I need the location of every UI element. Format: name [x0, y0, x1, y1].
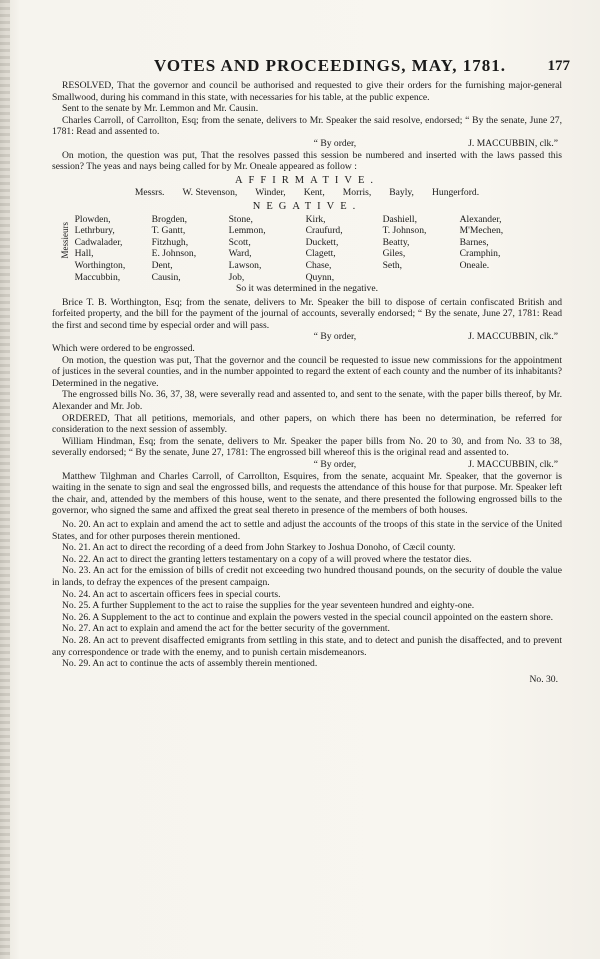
bill-item: No. 27. An act to explain and amend the act for the better security of the government.: [62, 623, 390, 635]
negative-name: Beatty,: [382, 236, 410, 248]
negative-name: Plowden,: [74, 213, 111, 225]
signature-line: [52, 138, 562, 150]
negative-name: Fitzhugh,: [151, 236, 189, 248]
affirmative-names: [52, 187, 562, 199]
negative-name: Cramphin,: [459, 248, 501, 260]
negative-name: Stone,: [228, 213, 253, 225]
negative-name: T. Gantt,: [151, 225, 186, 237]
negative-name: Causin,: [151, 271, 181, 283]
affirmative-name: Morris,: [342, 187, 372, 199]
bill-item: No. 22. An act to direct the granting letters testamentary on a copy of a will proved where the testator dies.: [62, 553, 472, 565]
negative-name: Alexander,: [459, 213, 502, 225]
affirmative-heading: AFFIRMATIVE.: [234, 174, 380, 186]
negative-column: [152, 214, 229, 284]
negative-name: Quynn,: [305, 271, 335, 283]
by-order: “ By order,: [313, 459, 357, 470]
page-number: 177: [547, 58, 570, 74]
negative-name: Giles,: [382, 248, 406, 260]
negative-column: [383, 214, 460, 272]
vote-result: So it was determined in the negative.: [235, 283, 378, 295]
negative-names: [60, 214, 562, 284]
clerk-name: J. MACCUBBIN, clk.”: [468, 137, 558, 149]
negative-name: Scott,: [228, 236, 251, 248]
affirmative-name: Winder,: [255, 187, 286, 199]
binding-gutter: [0, 0, 10, 959]
bill-item: No. 28. An act to prevent disaffected emigrants from settling in this state, and to detect and punish the disaffected, and to prevent any correspondence or trade with the enemy, and to punish certain misdemeanors.: [52, 634, 562, 658]
ordered-paragraph: ORDERED, That all petitions, memorials, and other papers, on which there has been no determination, be referred for consideration to the next session of assembly.: [52, 412, 562, 436]
affirmative-name: W. Stevenson,: [182, 187, 238, 199]
bill-item: No. 26. A Supplement to the act to continue and explain the powers vested in the special council appointed on the eastern shore.: [62, 611, 554, 623]
negative-name: Hall,: [74, 248, 94, 260]
tilghman-paragraph: Matthew Tilghman and Charles Carroll, of Carrollton, Esquires, from the senate, acquaint Mr. Speaker, that the governor is waiting in the senate to sign and seal the engrossed bills, and requests the attendance of this house for that purpose. Mr. Speaker left the chair, and, attended by the members of this house, went to the senate, and there presented the following engrossed bills to the governor, who signed the same and affixed the great seal thereto in presence of the members of both houses.: [52, 470, 562, 517]
bill-item: No. 23. An act for the emission of bills of credit not exceeding two hundred thousand pounds, on the security of double the value in lands, to defray the expences of the present campaign.: [52, 565, 562, 588]
bill-item: No. 29. An act to continue the acts of assembly therein mentioned.: [62, 658, 318, 670]
negative-name: Kirk,: [305, 213, 326, 225]
negative-name: T. Johnson,: [382, 225, 427, 237]
negative-name: Oneale.: [459, 259, 490, 271]
negative-name: Ward,: [228, 248, 252, 260]
engrossed-order: Which were ordered to be engrossed.: [52, 343, 195, 355]
clerk-name: J. MACCUBBIN, clk.”: [468, 331, 558, 343]
clerk-name: J. MACCUBBIN, clk.”: [468, 459, 558, 470]
affirmative-name: Bayly,: [389, 187, 414, 199]
bill-item: No. 25. A further Supplement to the act to raise the supplies for the year seventeen hundred and eighty-one.: [62, 600, 475, 612]
messieurs-label: Messieurs: [60, 221, 70, 259]
worthington-paragraph: Brice T. B. Worthington, Esq; from the senate, delivers to Mr. Speaker the bill to dispose of certain confiscated British and forfeited property, and the bill for the payment of the journal of accounts, severally endorsed; “ By the senate, June 27, 1781: Read the first and second time by especial order and will pass.: [52, 296, 562, 331]
negative-name: Craufurd,: [305, 225, 343, 237]
page-header: VOTES AND PROCEEDINGS, MAY, 1781.: [153, 56, 507, 75]
negative-name: Clagett,: [305, 248, 336, 260]
negative-name: E. Johnson,: [151, 248, 197, 260]
engrossed-bills-paragraph: The engrossed bills No. 36, 37, 38, were severally read and assented to, and sent to the senate, with the paper bills thereof, by Mr. Alexander and Mr. Job.: [52, 389, 562, 413]
negative-name: Lemmon,: [228, 225, 266, 237]
negative-name: Dent,: [151, 259, 173, 271]
sent-to-senate: Sent to the senate by Mr. Lemmon and Mr. Causin.: [62, 103, 259, 115]
negative-name: Maccubbin,: [74, 271, 121, 283]
resolve-paragraph: RESOLVED, That the governor and council be authorised and requested to give their orders for the furnishing major-general Smallwood, during his command in this state, with necessaries for his table, at the public expence.: [52, 80, 562, 103]
negative-column: [75, 214, 152, 284]
affirmative-name: Messrs.: [134, 187, 165, 199]
negative-name: Job,: [228, 271, 245, 283]
signature-line: [52, 331, 562, 343]
negative-column: [229, 214, 306, 284]
negative-name: Lawson,: [228, 259, 262, 271]
catchword: No. 30.: [529, 673, 558, 685]
hindman-paragraph: William Hindman, Esq; from the senate, delivers to Mr. Speaker the paper bills from No. 20 to 30, and from No. 33 to 38, severally endorsed; “ By the senate, June 27, 1781: The engrossed bill whereof this is the original read and assented to.: [52, 435, 562, 459]
by-order: “ By order,: [313, 331, 357, 343]
carroll-paragraph: Charles Carroll, of Carrollton, Esq; from the senate, delivers to Mr. Speaker the said resolve, endorsed; “ By the senate, June 27, 1781: Read and assented to.: [52, 114, 562, 138]
bill-item: No. 21. An act to direct the recording of a deed from John Starkey to Joshua Donoho, of Cæcil county.: [62, 542, 456, 554]
negative-name: Worthington,: [74, 259, 126, 271]
page-body: [52, 80, 562, 685]
affirmative-name: Hungerford.: [431, 187, 480, 199]
negative-name: Seth,: [382, 259, 403, 271]
negative-column: [460, 214, 537, 272]
negative-name: Barnes,: [459, 236, 489, 248]
negative-column: [306, 214, 383, 284]
negative-name: M'Mechen,: [459, 225, 504, 237]
negative-name: Duckett,: [305, 236, 339, 248]
bill-item: No. 24. An act to ascertain officers fees in special courts.: [62, 588, 281, 600]
negative-heading: NEGATIVE.: [252, 200, 362, 212]
negative-name: Cadwalader,: [74, 236, 123, 248]
signature-line: [52, 459, 562, 471]
negative-name: Brogden,: [151, 213, 188, 225]
motion-paragraph: On motion, the question was put, That the governor and the council be requested to issue new commissions for the appointment of justices in the several counties, and in the number appointed to regard the extent of each county and the number of its inhabitants? Determined in the negative.: [52, 354, 562, 389]
negative-name: Dashiell,: [382, 213, 417, 225]
bill-item: No. 20. An act to explain and amend the act to settle and adjust the accounts of the troops of this state in the service of the United States, and for other purposes therein mentioned.: [52, 518, 562, 542]
motion-paragraph: On motion, the question was put, That the resolves passed this session be numbered and inserted with the laws passed this session? The yeas and nays being called for by Mr. Oneale appeared as follow :: [52, 149, 562, 173]
by-order: “ By order,: [313, 137, 357, 149]
negative-name: Chase,: [305, 259, 332, 271]
affirmative-name: Kent,: [303, 187, 325, 199]
negative-name: Lethrbury,: [74, 225, 115, 237]
